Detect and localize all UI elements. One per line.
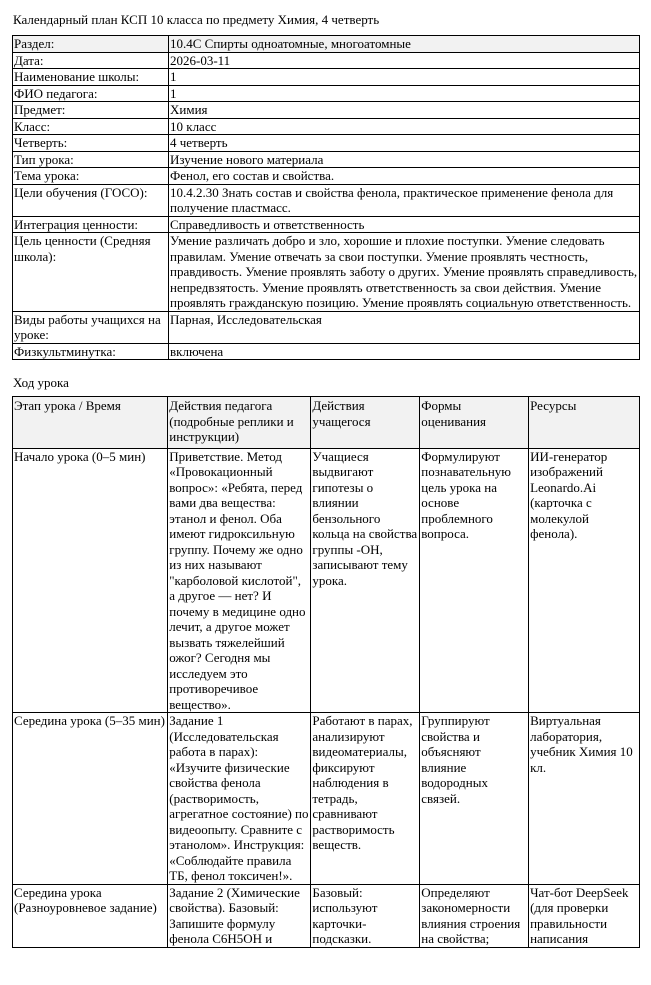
- student-cell: Работают в парах, анализируют видеоматериалы, фиксируют наблюдения в тетрадь, сравнивают растворимость веществ.: [311, 713, 420, 885]
- lesson-section-title: Ход урока: [13, 375, 69, 390]
- header-assessment: Формы оценивания: [420, 397, 529, 449]
- info-value: Парная, Исследовательская: [169, 311, 640, 343]
- info-value: 10 класс: [169, 118, 640, 135]
- info-row-work-types: [13, 311, 640, 343]
- info-value: включена: [169, 343, 640, 360]
- info-row-learning-goals: [13, 184, 640, 216]
- info-label: Дата:: [13, 52, 169, 69]
- teacher-cell: Задание 2 (Химические свойства). Базовый: Запишите формулу фенола С6Н5ОН и: [168, 884, 311, 947]
- stage-cell: Начало урока (0–5 мин): [13, 448, 168, 713]
- info-row-school: [13, 69, 640, 86]
- lesson-plan-table: [12, 396, 640, 948]
- info-row-teacher: [13, 85, 640, 102]
- lesson-info-table: [12, 35, 640, 360]
- info-row-lesson-type: [13, 151, 640, 168]
- info-label: Наименование школы:: [13, 69, 169, 86]
- info-row-date: [13, 52, 640, 69]
- info-row-value-goal: [13, 233, 640, 312]
- table-row: [13, 884, 640, 947]
- info-value: Умение различать добро и зло, хорошие и плохие поступки. Умение следовать правилам. Умение отвечать за свои поступки. Умение проявлять честность, правдивость. Умение проявлять заботу о других. Умение проявлять справедливость, непредвзятость. Умение проявлять ответственность за свои действия. Умение проявлять гражданскую позицию. Умение проявлять социальную ответственность.: [169, 233, 640, 312]
- header-stage: Этап урока / Время: [13, 397, 168, 449]
- info-label: Физкультминутка:: [13, 343, 169, 360]
- info-label: ФИО педагога:: [13, 85, 169, 102]
- teacher-cell: Приветствие. Метод «Провокационный вопрос»: «Ребята, перед вами два вещества: этанол и фенол. Оба имеют гидроксильную группу. Почему же одно из них называют "карболовой кислотой", а другое — нет? И почему в медицине одно лечит, а другое может вызвать тяжелейший ожог? Сегодня мы исследуем это противоречивое вещество».: [168, 448, 311, 713]
- student-cell: Базовый: используют карточки-подсказки.: [311, 884, 420, 947]
- info-row-topic: [13, 168, 640, 185]
- info-value: 4 четверть: [169, 135, 640, 152]
- info-value: Справедливость и ответственность: [169, 216, 640, 233]
- info-row-quarter: [13, 135, 640, 152]
- info-label: Тип урока:: [13, 151, 169, 168]
- document-title: Календарный план КСП 10 класса по предмету Химия, 4 четверть: [13, 12, 380, 27]
- header-student-actions: Действия учащегося: [311, 397, 420, 449]
- resources-cell: Виртуальная лаборатория, учебник Химия 10 кл.: [529, 713, 640, 885]
- info-row-value-integration: [13, 216, 640, 233]
- assessment-cell: Определяют закономерности влияния строения на свойства;: [420, 884, 529, 947]
- student-cell: Учащиеся выдвигают гипотезы о влиянии бензольного кольца на свойства группы -ОН, записывают тему урока.: [311, 448, 420, 713]
- table-row: [13, 713, 640, 885]
- stage-cell: Середина урока (Разноуровневое задание): [13, 884, 168, 947]
- resources-cell: ИИ-генератор изображений Leonardo.Ai (карточка с молекулой фенола).: [529, 448, 640, 713]
- header-resources: Ресурсы: [529, 397, 640, 449]
- info-label: Предмет:: [13, 102, 169, 119]
- info-value: Химия: [169, 102, 640, 119]
- assessment-cell: Группируют свойства и объясняют влияние водородных связей.: [420, 713, 529, 885]
- info-value: 2026-03-11: [169, 52, 640, 69]
- info-label: Виды работы учащихся на уроке:: [13, 311, 169, 343]
- info-label: Четверть:: [13, 135, 169, 152]
- teacher-cell: Задание 1 (Исследовательская работа в парах): «Изучите физические свойства фенола (растворимость, агрегатное состояние) по видеоопыту. Сравните с этанолом». Инструкция: «Соблюдайте правила ТБ, фенол токсичен!».: [168, 713, 311, 885]
- stage-cell: Середина урока (5–35 мин): [13, 713, 168, 885]
- lesson-header-row: [13, 397, 640, 449]
- info-row-subject: [13, 102, 640, 119]
- info-value: 10.4.2.30 Знать состав и свойства фенола, практическое применение фенола для получение пластмасс.: [169, 184, 640, 216]
- info-label: Класс:: [13, 118, 169, 135]
- info-label: Интеграция ценности:: [13, 216, 169, 233]
- info-value: 10.4С Спирты одноатомные, многоатомные: [169, 36, 640, 53]
- info-value: 1: [169, 85, 640, 102]
- info-label: Тема урока:: [13, 168, 169, 185]
- info-value: Фенол, его состав и свойства.: [169, 168, 640, 185]
- info-value: 1: [169, 69, 640, 86]
- info-label: Цели обучения (ГОСО):: [13, 184, 169, 216]
- assessment-cell: Формулируют познавательную цель урока на основе проблемного вопроса.: [420, 448, 529, 713]
- info-row-pe-break: [13, 343, 640, 360]
- info-value: Изучение нового материала: [169, 151, 640, 168]
- header-teacher-actions: Действия педагога (подробные реплики и инструкции): [168, 397, 311, 449]
- resources-cell: Чат-бот DeepSeek (для проверки правильности написания: [529, 884, 640, 947]
- info-label: Раздел:: [13, 36, 169, 53]
- info-row-class: [13, 118, 640, 135]
- table-row: [13, 448, 640, 713]
- info-row-section: [13, 36, 640, 53]
- info-label: Цель ценности (Средняя школа):: [13, 233, 169, 312]
